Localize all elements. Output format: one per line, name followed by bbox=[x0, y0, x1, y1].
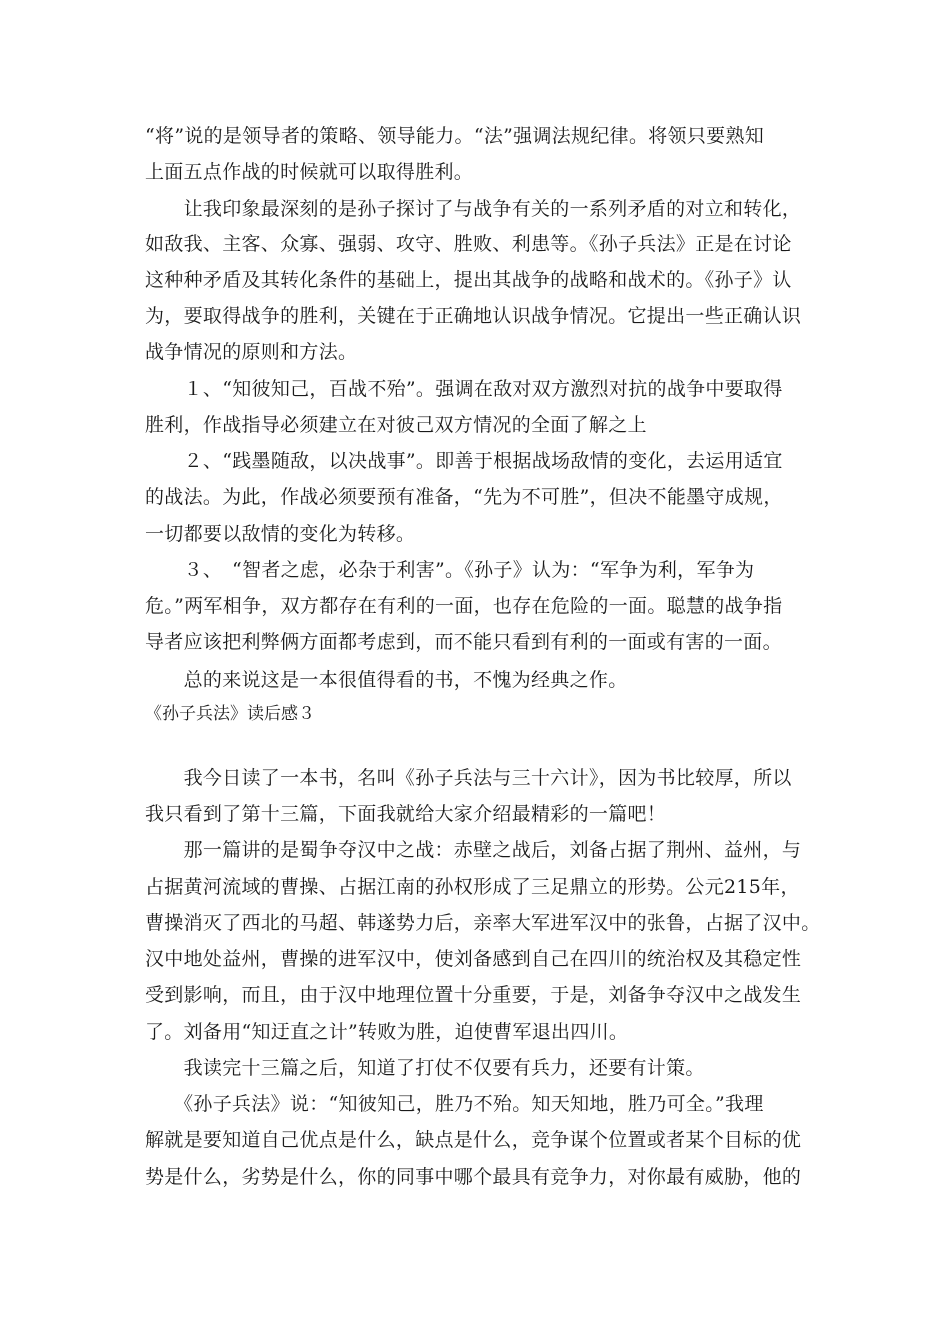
text-line: 我今日读了一本书，名叫《孙子兵法与三十六计》，因为书比较厚，所以 bbox=[145, 767, 792, 789]
text-line: 如敌我、主客、众寡、强弱、攻守、胜败、利患等。《孙子兵法》正是在讨论 bbox=[145, 233, 792, 255]
text-line: 我只看到了第十三篇，下面我就给大家介绍最精彩的一篇吧！ bbox=[145, 803, 667, 825]
text-line: 让我印象最深刻的是孙子探讨了与战争有关的一系列矛盾的对立和转化， bbox=[145, 198, 802, 220]
text-line: 解就是要知道自己优点是什么，缺点是什么，竞争谋个位置或者某个目标的优 bbox=[145, 1129, 802, 1151]
text-line: 占据黄河流域的曹操、占据江南的孙权形成了三足鼎立的形势。公元215年， bbox=[145, 876, 800, 898]
text-line: “将”说的是领导者的策略、领导能力。“法”强调法规纪律。将领只要熟知 bbox=[145, 125, 765, 147]
text-line: 危。”两军相争，双方都存在有利的一面，也存在危险的一面。聪慧的战争指 bbox=[145, 595, 783, 617]
text-line: ２、“践墨随敌，以决战事”。即善于根据战场敌情的变化，去运用适宜 bbox=[145, 450, 783, 472]
text-line: 了。刘备用“知迂直之计”转败为胜，迫使曹军退出四川。 bbox=[145, 1021, 629, 1043]
text-line: ３、 “智者之虑，必杂于利害”。《孙子》认为：“军争为利，军争为 bbox=[145, 559, 755, 581]
text-line: 的战法。为此，作战必须要预有准备，“先为不可胜”，但决不能墨守成规， bbox=[145, 486, 783, 508]
text-line: 受到影响，而且，由于汉中地理位置十分重要，于是，刘备争夺汉中之战发生 bbox=[145, 984, 802, 1006]
text-line: 这种种矛盾及其转化条件的基础上，提出其战争的战略和战术的。《孙子》认 bbox=[145, 269, 792, 291]
text-line: 势是什么，劣势是什么，你的同事中哪个最具有竞争力，对你最有威胁，他的 bbox=[145, 1166, 802, 1188]
text-line: 上面五点作战的时候就可以取得胜利。 bbox=[145, 161, 474, 183]
text-line: 总的来说这是一本很值得看的书，不愧为经典之作。 bbox=[145, 669, 628, 691]
text-line: 《孙子兵法》说：“知彼知己，胜乃不殆。知天知地，胜乃可全。”我理 bbox=[145, 1093, 764, 1115]
section-title: 《孙子兵法》读后感３ bbox=[145, 704, 315, 724]
text-line: １、“知彼知己，百战不殆”。强调在敌对双方激烈对抗的战争中要取得 bbox=[145, 378, 783, 400]
text-line: 胜利，作战指导必须建立在对彼己双方情况的全面了解之上 bbox=[145, 414, 647, 436]
text-line: 一切都要以敌情的变化为转移。 bbox=[145, 523, 416, 545]
text-line: 曹操消灭了西北的马超、韩遂势力后，亲率大军进军汉中的张鲁，占据了汉中。 bbox=[145, 912, 821, 934]
text-line: 那一篇讲的是蜀争夺汉中之战：赤壁之战后，刘备占据了荆州、益州，与 bbox=[145, 839, 802, 861]
text-line: 战争情况的原则和方法。 bbox=[145, 341, 358, 363]
text-line: 导者应该把利弊俩方面都考虑到，而不能只看到有利的一面或有害的一面。 bbox=[145, 631, 782, 653]
text-line: 为，要取得战争的胜利，关键在于正确地认识战争情况。它提出一些正确认识 bbox=[145, 305, 802, 327]
text-line: 汉中地处益州，曹操的进军汉中，使刘备感到自己在四川的统治权及其稳定性 bbox=[145, 948, 802, 970]
text-line: 我读完十三篇之后，知道了打仗不仅要有兵力，还要有计策。 bbox=[145, 1057, 705, 1079]
